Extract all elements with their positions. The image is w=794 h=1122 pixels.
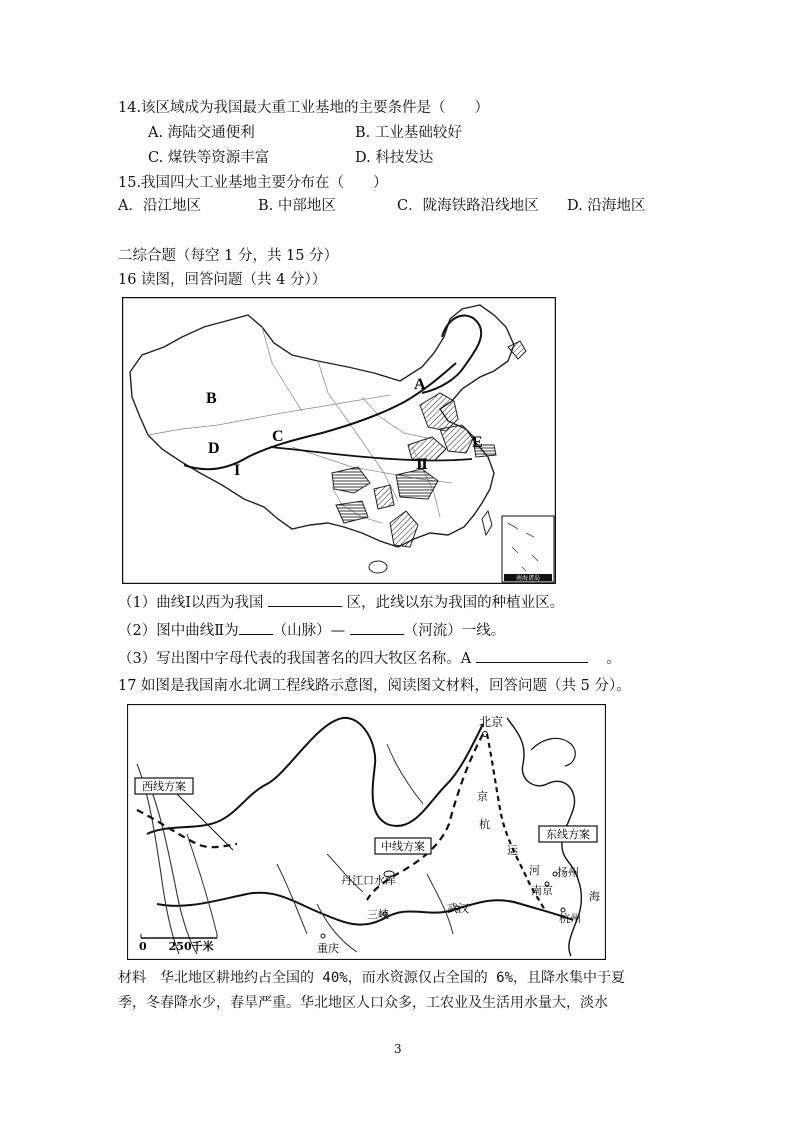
section-heading: 二综合题（每空 1 分，共 15 分） bbox=[118, 248, 339, 264]
china-pastoral-map bbox=[122, 297, 556, 584]
scale-bar-label: 0 250千米 bbox=[139, 940, 214, 953]
east-route-label: 东线方案 bbox=[546, 828, 590, 841]
answer-blank-2[interactable] bbox=[239, 620, 273, 635]
q15-stem: 15.我国四大工业基地主要分布在（ ） bbox=[118, 175, 388, 191]
canal-label-yun: 运 bbox=[507, 844, 518, 857]
material-line-2: 季，冬春降水少，春旱严重。华北地区人口众多，工农业及生活用水量大，淡水 bbox=[118, 995, 608, 1011]
q16-sub1: （1）曲线Ⅰ以西为我国 区，此线以东为我国的种植业区。 bbox=[118, 592, 564, 613]
map-label-c: C bbox=[272, 428, 284, 445]
west-route-label: 西线方案 bbox=[142, 780, 186, 793]
city-chongqing: 重庆 bbox=[317, 942, 339, 955]
map-label-b: B bbox=[206, 390, 217, 407]
q17-stem: 17 如图是我国南水北调工程线路示意图，阅读图文材料，回答问题（共 5 分）。 bbox=[118, 678, 631, 694]
q14-option-b: B. 工业基础较好 bbox=[355, 125, 462, 141]
middle-route-label: 中线方案 bbox=[381, 840, 425, 853]
city-beijing: 北京 bbox=[479, 715, 504, 729]
water-transfer-map bbox=[127, 704, 606, 960]
answer-blank-4[interactable] bbox=[476, 648, 588, 663]
map-label-a: A bbox=[414, 376, 426, 393]
q16-sub3: （3）写出图中字母代表的我国著名的四大牧区名称。A 。 bbox=[118, 648, 621, 669]
q14-stem: 14.该区域成为我国最大重工业基地的主要条件是（ ） bbox=[118, 100, 490, 116]
answer-blank-1[interactable] bbox=[268, 592, 342, 607]
city-hangzhou: 杭州 bbox=[559, 912, 581, 925]
city-yangzhou: 扬州 bbox=[557, 866, 579, 879]
q15-option-a: A．沿江地区 bbox=[118, 198, 201, 214]
city-nanjing: 南京 bbox=[531, 884, 553, 897]
reservoir-danjiangkou: 丹江口水库 bbox=[341, 874, 396, 887]
inset-label: 南海诸岛 bbox=[515, 575, 541, 582]
q14-option-a: A. 海陆交通便利 bbox=[148, 125, 255, 141]
canal-label-jing: 京 bbox=[477, 790, 488, 803]
curve-label-1: I bbox=[234, 462, 241, 479]
page-number: 3 bbox=[394, 1042, 402, 1056]
q15-option-c: C．陇海铁路沿线地区 bbox=[397, 198, 539, 214]
curve-label-2: Ⅱ bbox=[416, 458, 428, 473]
q14-option-c: C. 煤铁等资源丰富 bbox=[148, 150, 270, 166]
city-sanxia: 三峡 bbox=[367, 908, 389, 921]
map-label-d: D bbox=[208, 440, 220, 457]
q14-option-d: D. 科技发达 bbox=[355, 150, 434, 166]
q16-stem: 16 读图，回答问题（共 4 分）） bbox=[118, 272, 327, 288]
canal-label-hang: 杭 bbox=[479, 818, 490, 831]
answer-blank-3[interactable] bbox=[350, 620, 404, 635]
q16-sub2: （2）图中曲线Ⅱ为 （山脉）— （河流）一线。 bbox=[118, 620, 505, 641]
q15-option-b: B. 中部地区 bbox=[258, 198, 336, 214]
canal-label-he: 河 bbox=[529, 864, 540, 877]
map-label-e: E bbox=[472, 434, 483, 451]
city-wuhan: 武汉 bbox=[447, 902, 469, 915]
material-line-1: 材料 华北地区耕地约占全国的 40%，而水资源仅占全国的 6%，且降水集中于夏 bbox=[118, 970, 625, 986]
q15-option-d: D. 沿海地区 bbox=[567, 198, 646, 214]
sea-label: 海 bbox=[589, 890, 600, 903]
